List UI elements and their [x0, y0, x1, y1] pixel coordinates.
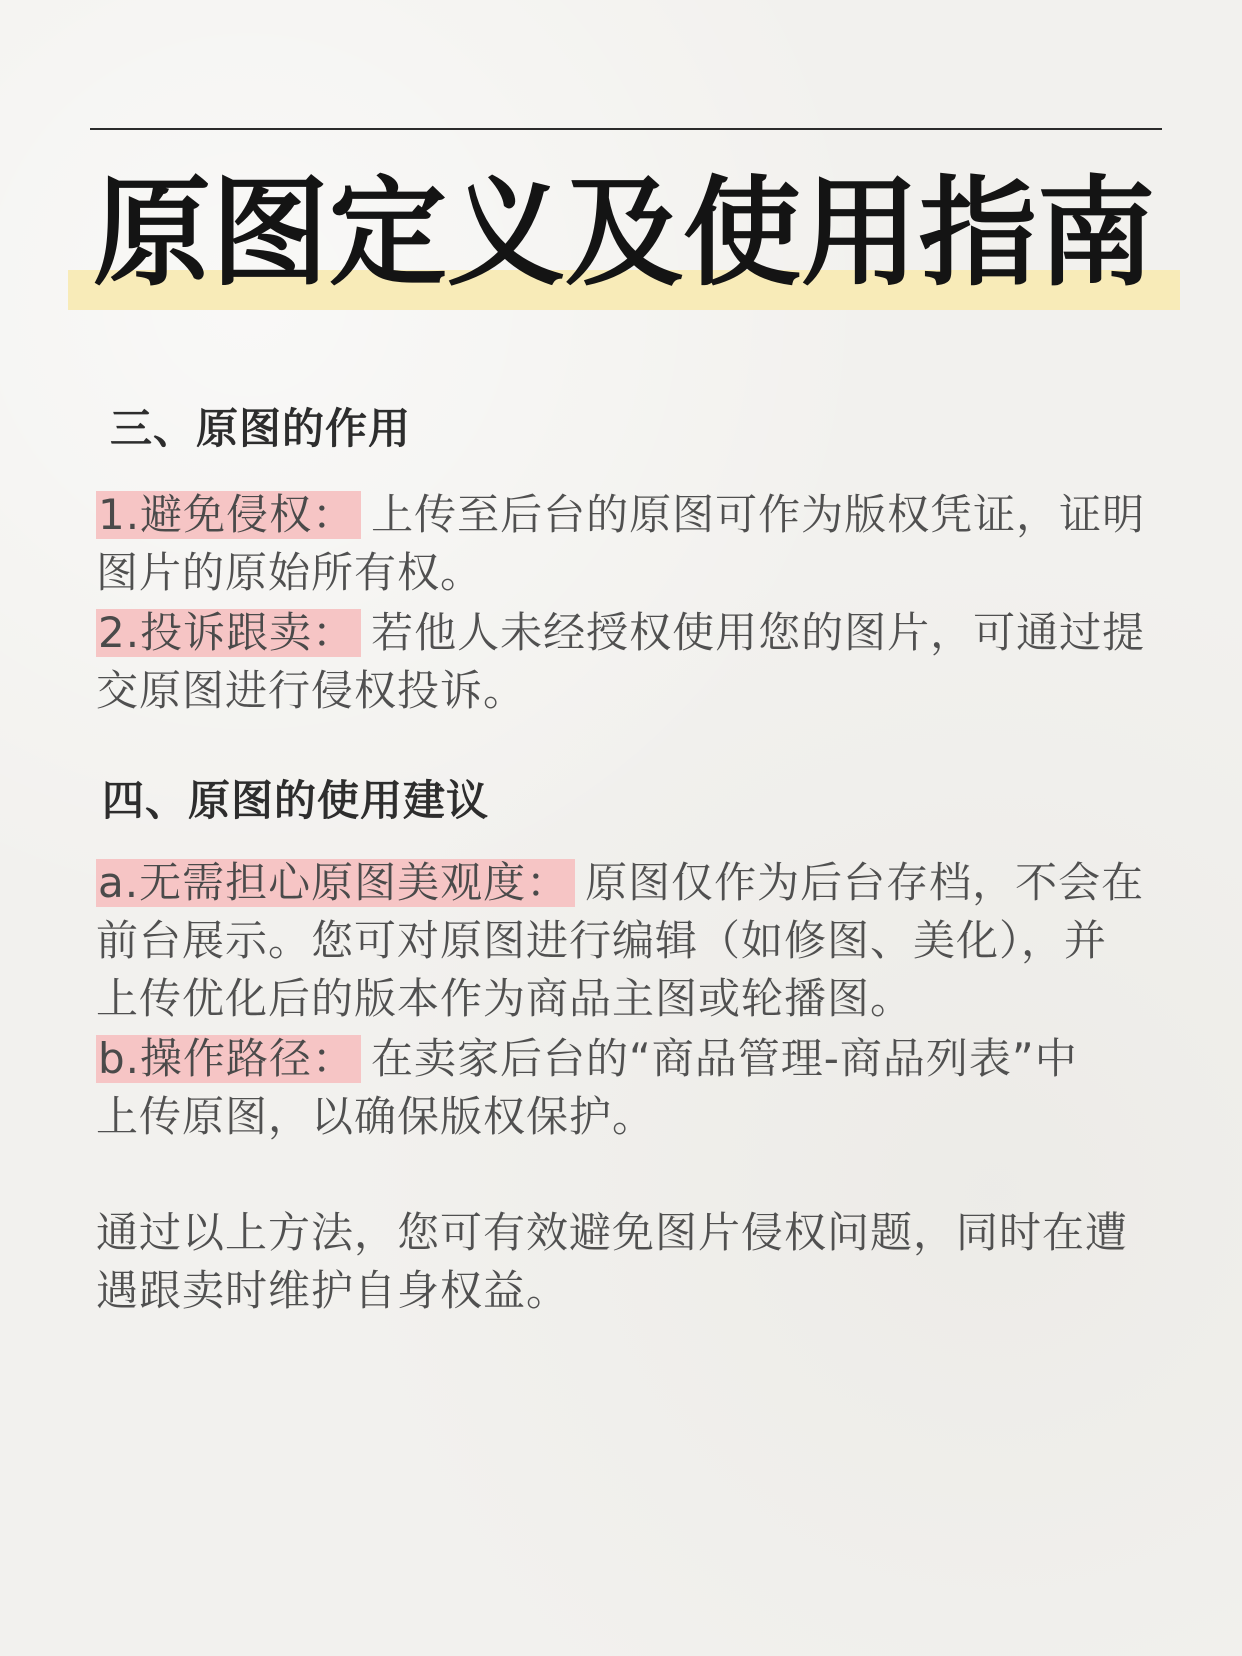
body-text: 在卖家后台的“商品管理-商品列表”中	[371, 1034, 1078, 1083]
body-text-line: 前台展示。您可对原图进行编辑（如修图、美化），并	[96, 916, 1108, 965]
highlight-tag: 1.避免侵权：	[96, 491, 361, 539]
body-text-line: 上传优化后的版本作为商品主图或轮播图。	[96, 974, 914, 1023]
body-text: 上传至后台的原图可作为版权凭证，证明	[371, 490, 1146, 539]
section-heading-role: 三、原图的作用	[110, 404, 412, 453]
highlight-tag: 2.投诉跟卖：	[96, 609, 361, 657]
usage-item-appearance	[96, 854, 1156, 1028]
section-heading-usage: 四、原图的使用建议	[102, 776, 490, 825]
highlight-tag: a.无需担心原图美观度：	[96, 859, 575, 907]
page-title: 原图定义及使用指南	[92, 164, 1155, 302]
closing-line: 通过以上方法，您可有效避免图片侵权问题，同时在遭	[96, 1208, 1129, 1257]
closing-paragraph	[96, 1204, 1156, 1320]
body-text-line: 上传原图，以确保版权保护。	[96, 1092, 656, 1141]
role-item-complaint	[96, 604, 1156, 720]
top-divider	[90, 128, 1162, 130]
role-item-avoid-infringement	[96, 486, 1156, 602]
usage-item-line	[96, 1030, 1156, 1088]
role-item-line	[96, 604, 1156, 662]
body-text-line: 交原图进行侵权投诉。	[96, 666, 527, 715]
body-text: 原图仅作为后台存档，不会在	[585, 858, 1145, 907]
body-text-line: 图片的原始所有权。	[96, 548, 484, 597]
closing-line: 遇跟卖时维护自身权益。	[96, 1266, 570, 1315]
body-text: 若他人未经授权使用您的图片，可通过提	[371, 608, 1146, 657]
title-block	[68, 164, 1180, 318]
role-item-line	[96, 486, 1156, 544]
highlight-tag: b.操作路径：	[96, 1035, 361, 1083]
usage-item-path	[96, 1030, 1156, 1146]
usage-item-line	[96, 854, 1156, 912]
